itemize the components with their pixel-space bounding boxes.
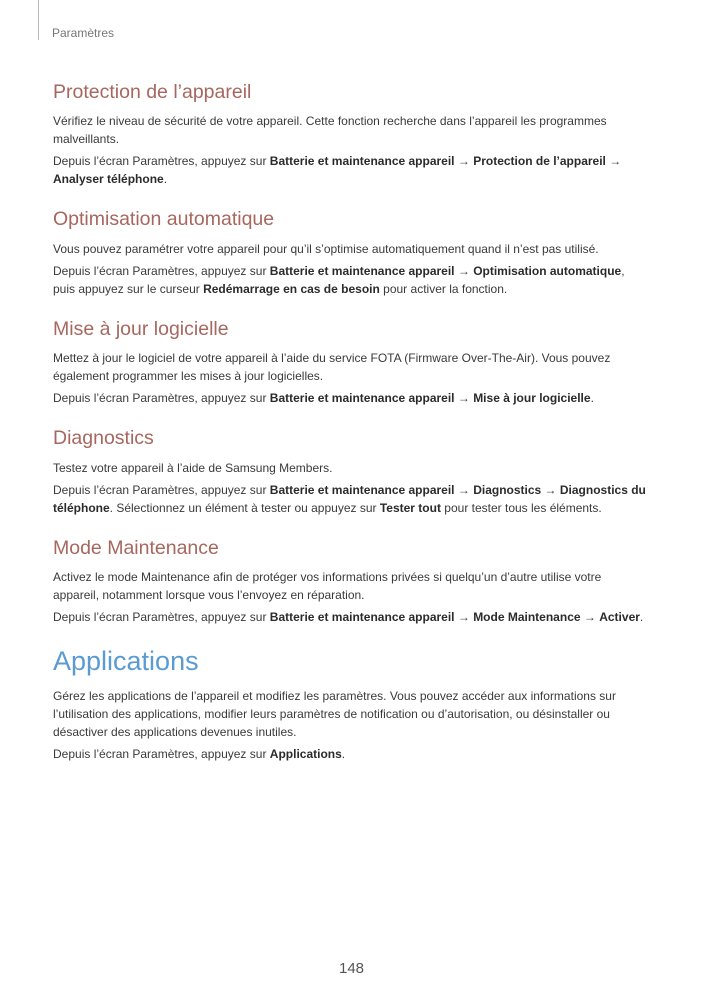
- menu-path-term: Batterie et maintenance appareil: [269, 391, 455, 406]
- section-instructions: [53, 152, 647, 188]
- text-run: . Sélectionnez un élément à tester ou appuyez sur: [109, 500, 380, 515]
- section-title: Protection de l’appareil: [53, 81, 252, 103]
- text-run: Depuis l’écran Paramètres, appuyez sur: [53, 482, 270, 497]
- menu-path-term: Redémarrage en cas de besoin: [203, 281, 380, 296]
- page-content: [53, 80, 647, 767]
- menu-path-term: Analyser téléphone: [53, 172, 164, 187]
- text-run: Activez le mode Maintenance afin de protéger vos informations privées si quelqu’un d’autre utilise votre appareil, notamment lorsque vous l’envoyez en réparation.: [53, 569, 602, 602]
- menu-path-term: Batterie et maintenance appareil: [269, 154, 455, 169]
- arrow-separator: →: [605, 154, 622, 169]
- header-divider: [38, 0, 39, 40]
- menu-path-term: Diagnostics du téléphone: [53, 482, 646, 515]
- chapter-paragraph: [53, 687, 647, 741]
- text-run: Testez votre appareil à l’aide de Samsung Members.: [53, 460, 333, 475]
- arrow-separator: →: [580, 609, 600, 624]
- text-run: , puis appuyez sur le curseur: [53, 263, 625, 296]
- arrow-separator: →: [454, 482, 474, 497]
- menu-path-term: Batterie et maintenance appareil: [269, 482, 455, 497]
- menu-path-term: Mise à jour logicielle: [473, 391, 591, 406]
- section-paragraph: [53, 240, 647, 258]
- text-run: Gérez les applications de l’appareil et modifiez les paramètres. Vous pouvez accéder aux informations sur l’utilisation des applications, modifier leurs paramètres de notification ou d’autorisation, ou désinstaller ou désactiver des applications devenues inutiles.: [53, 689, 616, 740]
- section-title: Optimisation automatique: [53, 208, 275, 231]
- text-run: Depuis l’écran Paramètres, appuyez sur: [53, 263, 270, 278]
- section-title: Mode Maintenance: [53, 536, 219, 559]
- text-run: Depuis l’écran Paramètres, appuyez sur: [53, 391, 270, 406]
- text-run: .: [590, 391, 594, 406]
- menu-path-term: Applications: [269, 747, 342, 762]
- arrow-separator: →: [454, 263, 474, 278]
- section-paragraph: [53, 349, 647, 385]
- chapter-instructions: [53, 745, 647, 763]
- text-run: Vous pouvez paramétrer votre appareil pour qu’il s’optimise automatiquement quand il n’est pas utilisé.: [53, 241, 599, 256]
- arrow-separator: →: [541, 482, 560, 497]
- menu-path-term: Optimisation automatique: [473, 263, 622, 278]
- menu-path-term: Protection de l’appareil: [473, 154, 606, 169]
- menu-path-term: Tester tout: [379, 500, 441, 515]
- section-protection: [53, 80, 647, 188]
- text-run: .: [341, 747, 346, 762]
- page-number: 148: [338, 960, 365, 977]
- text-run: Depuis l’écran Paramètres, appuyez sur: [53, 609, 270, 624]
- arrow-separator: →: [454, 154, 474, 169]
- menu-path-term: Diagnostics: [473, 482, 542, 497]
- text-run: .: [163, 172, 168, 187]
- section-instructions: [53, 262, 647, 298]
- section-paragraph: [53, 568, 647, 604]
- section-paragraph: [53, 459, 647, 477]
- section-diagnostics: [53, 426, 647, 516]
- section-instructions: [53, 608, 647, 626]
- menu-path-term: Mode Maintenance: [473, 609, 581, 624]
- section-title: Mise à jour logicielle: [53, 317, 229, 340]
- text-run: pour activer la fonction.: [379, 281, 508, 296]
- section-title: Diagnostics: [53, 427, 154, 450]
- section-auto-optimisation: [53, 207, 647, 297]
- arrow-separator: →: [454, 391, 474, 406]
- menu-path-term: Activer: [599, 609, 640, 624]
- section-software-update: [53, 317, 647, 407]
- text-run: .: [639, 609, 644, 624]
- menu-path-term: Batterie et maintenance appareil: [269, 609, 455, 624]
- arrow-separator: →: [454, 609, 474, 624]
- text-run: Vérifiez le niveau de sécurité de votre appareil. Cette fonction recherche dans l’appareil les programmes malveillants.: [53, 114, 607, 147]
- text-run: Depuis l’écran Paramètres, appuyez sur: [53, 747, 270, 762]
- text-run: pour tester tous les éléments.: [440, 500, 602, 515]
- section-paragraph: [53, 112, 647, 148]
- section-maintenance-mode: [53, 536, 647, 626]
- chapter-applications: [53, 645, 647, 763]
- menu-path-term: Batterie et maintenance appareil: [269, 263, 455, 278]
- running-header: Paramètres: [52, 26, 115, 40]
- section-instructions: [53, 481, 647, 517]
- text-run: Mettez à jour le logiciel de votre appareil à l’aide du service FOTA (Firmware Over-The-Air). Vous pouvez également programmer les mises à jour logicielles.: [53, 351, 611, 384]
- chapter-title: Applications: [53, 645, 199, 676]
- section-instructions: [53, 389, 647, 407]
- text-run: Depuis l’écran Paramètres, appuyez sur: [53, 154, 270, 169]
